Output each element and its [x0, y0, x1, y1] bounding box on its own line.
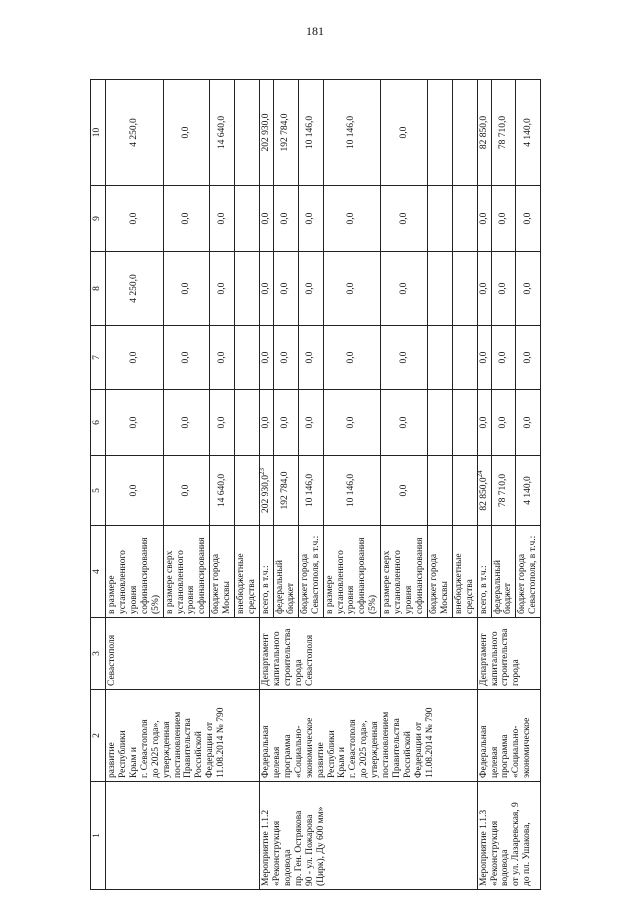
year-value-cell: 0,0: [381, 252, 428, 326]
header-cell: 6: [91, 390, 106, 456]
year-value-cell: 0,0: [491, 252, 516, 326]
total-value-cell: 4 250,0: [106, 80, 164, 186]
year-value-cell: [235, 326, 260, 390]
funding-source-cell: бюджет города Москвы: [210, 526, 235, 618]
funding-source-cell: бюджет города Севастополя, в т.ч.:: [516, 526, 541, 618]
year-value-cell: 0,0: [163, 326, 210, 390]
total-value-cell: 10 146,0: [298, 80, 323, 186]
year-value-cell: [427, 390, 452, 456]
funding-source-cell: в размере сверх установленного уровня софинансирования: [381, 526, 428, 618]
measure-name-cell: Мероприятие 1.1.3 «Реконструкция водовода от ул. Лазаревская, 9 до пл. Ушакова,: [477, 782, 541, 890]
table-row: [106, 80, 164, 890]
header-cell: 8: [91, 252, 106, 326]
year-value-cell: 0,0: [516, 186, 541, 252]
total-value-cell: 4 140,0: [516, 80, 541, 186]
funding-table: [90, 79, 541, 890]
measure-name-cell: Мероприятие 1.1.2 «Реконструкция водовода пр. Ген. Острякова 90 - ул. Пожарова (Цирк), Ду 600 мм»: [259, 782, 477, 890]
year-value-cell: 4 140,0: [516, 456, 541, 526]
executor-cell: Департамент капитального строительства города: [477, 618, 541, 690]
year-value-cell: [452, 252, 477, 326]
funding-source-cell: федеральный бюджет: [491, 526, 516, 618]
year-value-cell: 10 146,0: [298, 456, 323, 526]
header-cell: 9: [91, 186, 106, 252]
program-cell: Федеральная целевая программа «Социально- экономическое: [477, 690, 541, 782]
year-value-cell: 78 710,0: [491, 456, 516, 526]
year-value-cell: 10 146,0: [323, 456, 381, 526]
total-value-cell: [235, 80, 260, 186]
rotated-table-container: [90, 80, 540, 890]
funding-source-cell: бюджет города Севастополя, в т.ч.:: [298, 526, 323, 618]
year-value-cell: 0,0: [298, 326, 323, 390]
total-value-cell: 10 146,0: [323, 80, 381, 186]
year-value-cell: 0,0: [298, 186, 323, 252]
year-value-cell: 0,0: [477, 186, 491, 252]
year-value-cell: 0,0: [381, 390, 428, 456]
header-row: [91, 80, 106, 890]
total-value-cell: 0,0: [163, 80, 210, 186]
year-value-cell: 0,0: [106, 390, 164, 456]
year-value-cell: 0,0: [477, 252, 491, 326]
year-value-cell: 0,0: [516, 326, 541, 390]
year-value-cell: 0,0: [381, 326, 428, 390]
funding-source-cell: в размере сверх установленного уровня софинансирования: [163, 526, 210, 618]
year-value-cell: [427, 326, 452, 390]
year-value-cell: 0,0: [106, 186, 164, 252]
funding-source-cell: внебюджетные средства: [452, 526, 477, 618]
year-value-cell: [452, 326, 477, 390]
year-value-cell: 0,0: [259, 390, 273, 456]
funding-source-cell: федеральный бюджет: [273, 526, 298, 618]
year-value-cell: 0,0: [516, 390, 541, 456]
year-value-cell: 0,0: [516, 252, 541, 326]
year-value-cell: 0,0: [477, 326, 491, 390]
year-value-cell: 0,0: [163, 390, 210, 456]
year-value-cell: 0,0: [210, 186, 235, 252]
executor-cell: Департамент капитального строительства города Севастополя: [259, 618, 477, 690]
footnote-ref: 23: [257, 468, 266, 475]
year-value-cell: 0,0: [163, 456, 210, 526]
year-value-cell: 0,0: [491, 186, 516, 252]
footnote-ref: 24: [475, 470, 484, 478]
total-value-cell: 82 850,0: [477, 80, 491, 186]
year-value-cell: 0,0: [323, 252, 381, 326]
year-value-cell: 0,0: [106, 456, 164, 526]
year-value-cell: 0,0: [273, 186, 298, 252]
year-value-cell: 0,0: [381, 456, 428, 526]
year-value-cell: [235, 456, 260, 526]
total-value-cell: 192 784,0: [273, 80, 298, 186]
table-body: [106, 80, 541, 890]
total-value-cell: 202 930,0: [259, 80, 273, 186]
year-value-cell: [235, 186, 260, 252]
year-value-cell: 0,0: [477, 390, 491, 456]
year-value-cell: 0,0: [323, 390, 381, 456]
year-value-cell: [427, 456, 452, 526]
year-value-cell: [452, 390, 477, 456]
year-value-cell: [235, 390, 260, 456]
header-cell: 2: [91, 690, 106, 782]
table-row: [477, 80, 491, 890]
year-value-cell: 0,0: [210, 326, 235, 390]
year-value-cell: 0,0: [273, 326, 298, 390]
year-value-cell: 0,0: [381, 186, 428, 252]
year-value-cell: 0,0: [273, 252, 298, 326]
total-value-cell: 78 710,0: [491, 80, 516, 186]
year-value-cell: [452, 186, 477, 252]
program-cell: Федеральная целевая программа «Социально- экономическое развитие Республики Крым и г. Севастополя до 2025 года», утвержденная постановлением Правительства Российской Федерации от 11.08.2014 № 790: [259, 690, 477, 782]
total-value-cell: [427, 80, 452, 186]
year-value-cell: 0,0: [491, 326, 516, 390]
funding-source-cell: в размере установленного уровня софинансирования (5%): [106, 526, 164, 618]
year-value-cell: 0,0: [259, 186, 273, 252]
year-value-cell: 0,0: [491, 390, 516, 456]
total-value-cell: 14 640,0: [210, 80, 235, 186]
program-cell: развитие Республики Крым и г. Севастополя до 2025 года», утвержденная постановлением Правительства Российской Федерации от 11.08.2014 № 790: [106, 690, 260, 782]
year-value-cell: 0,0: [210, 252, 235, 326]
year-value-cell: 0,0: [273, 390, 298, 456]
header-cell: 10: [91, 80, 106, 186]
year-value-cell: 0,0: [210, 390, 235, 456]
year-value-cell: 0,0: [323, 186, 381, 252]
year-value-cell: 0,0: [106, 326, 164, 390]
header-cell: 5: [91, 456, 106, 526]
year-value-cell: 0,0: [259, 252, 273, 326]
year-value-cell: [235, 252, 260, 326]
header-cell: 3: [91, 618, 106, 690]
year-value-cell: 14 640,0: [210, 456, 235, 526]
measure-name-cell: [106, 782, 260, 890]
table-row: [259, 80, 273, 890]
year-value-cell: 0,0: [163, 252, 210, 326]
funding-source-cell: внебюджетные средства: [235, 526, 260, 618]
funding-source-cell: в размере установленного уровня софинансирования (5%): [323, 526, 381, 618]
year-value-cell: 0,0: [298, 390, 323, 456]
year-value-cell: 0,0: [323, 326, 381, 390]
total-value-cell: 0,0: [381, 80, 428, 186]
header-cell: 1: [91, 782, 106, 890]
funding-source-cell: бюджет города Москвы: [427, 526, 452, 618]
year-value-cell: [452, 456, 477, 526]
year-value-cell: [427, 252, 452, 326]
funding-source-cell: всего, в т.ч.:: [259, 526, 273, 618]
header-cell: 4: [91, 526, 106, 618]
year-value-cell: 82 850,0$^{24}$: [477, 456, 491, 526]
year-value-cell: 192 784,0: [273, 456, 298, 526]
header-cell: 7: [91, 326, 106, 390]
total-value-cell: [452, 80, 477, 186]
year-value-cell: 0,0: [298, 252, 323, 326]
executor-cell: Севастополя: [106, 618, 260, 690]
year-value-cell: [427, 186, 452, 252]
year-value-cell: 202 930,0$^{23}$: [259, 456, 273, 526]
page-number: 181: [306, 24, 324, 38]
year-value-cell: 0,0: [259, 326, 273, 390]
year-value-cell: 0,0: [163, 186, 210, 252]
year-value-cell: 4 250,0: [106, 252, 164, 326]
funding-source-cell: всего, в т.ч.:: [477, 526, 491, 618]
